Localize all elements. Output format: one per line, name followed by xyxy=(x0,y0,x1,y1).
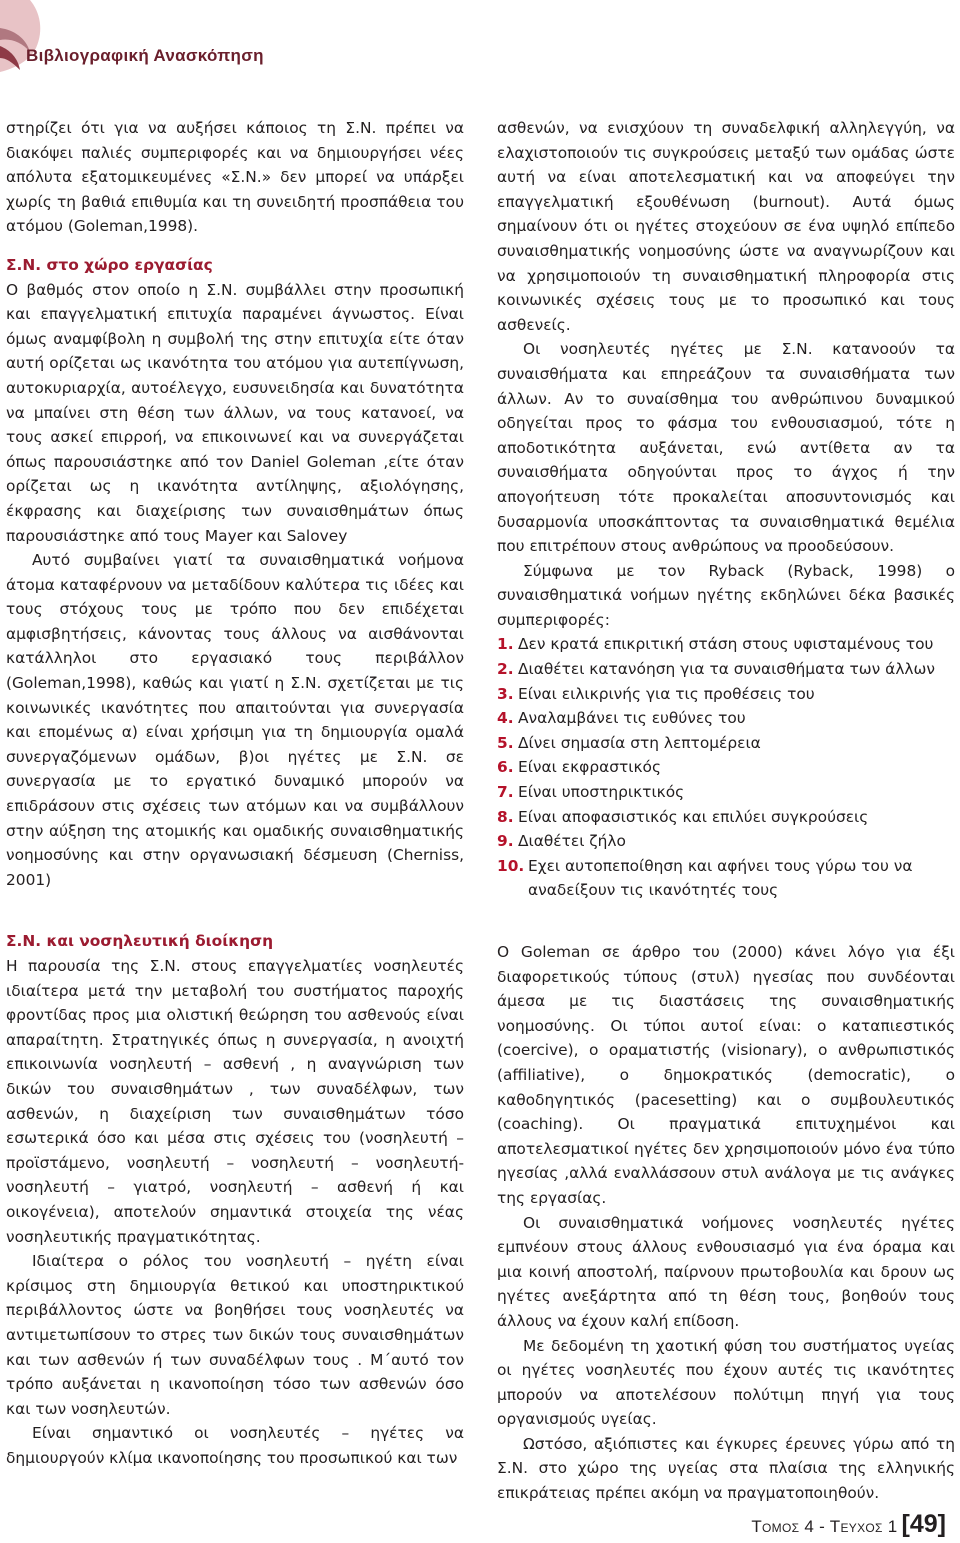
paragraph: Ο Goleman σε άρθρο του (2000) κάνει λόγο για έξι διαφορετικούς τύπους (στυλ) ηγεσίας που συνδέονται άμεσα με τις διαστάσεις της συναισθηματικής νοημοσύνης. Οι τύποι αυτοί είναι: ο καταπιεστικός (coercive), ο οραματιστής (visionary), ο ανθρωπιστικός (affiliative), ο δημοκρατικός (democratic), ο καθοδηγητικός (pacesetting) και ο συμβουλευτικός (coaching). Οι πραγματικά επιτυχημένοι και αποτελεσματικοί ηγέτες δεν χρησιμοποιούν μόνο ένα τύπο ηγεσίας ,αλλά εναλλάσσουν στυλ ανάλογα με τις ανάγκες της εργασίας. xyxy=(497,943,955,1207)
paragraph: Ωστόσο, αξιόπιστες και έγκυρες έρευνες γύρω από τη Σ.Ν. στο χώρο της υγείας στα πλαίσια της ελληνικής επικράτειας πρέπει ακόμη να πραγματοποιηθούν. xyxy=(497,1434,955,1503)
issue-label: Τομος 4 - Τευχος 1 xyxy=(751,1517,898,1536)
section-heading: Σ.Ν. και νοσηλευτική διοίκηση xyxy=(6,932,274,951)
section-heading: Σ.Ν. στο χώρο εργασίας xyxy=(6,255,213,274)
list-item: 2. Διαθέτει κατανόηση για τα συναισθήματα των άλλων xyxy=(497,660,936,679)
list-item: 4. Αναλαμβάνει τις ευθύνες του xyxy=(497,709,746,728)
right-column xyxy=(497,116,955,1506)
paragraph: Είναι σημαντικό οι νοσηλευτές – ηγέτες να δημιουργούν κλίμα ικανοποίησης του προσωπικού και των xyxy=(6,1424,464,1467)
paragraph: Με δεδομένη τη χαοτική φύση του συστήματος υγείας οι ηγέτες νοσηλευτές που έχουν αυτές τις ικανότητες μπορούν να αποτελέσουν πολύτιμη πηγή για τους οργανισμούς υγείας. xyxy=(497,1336,955,1429)
list-item: 6. Είναι εκφραστικός xyxy=(497,758,661,777)
list-item: 1. Δεν κρατά επικριτική στάση στους υφισταμένους του xyxy=(497,635,934,654)
paragraph: Οι νοσηλευτές ηγέτες με Σ.Ν. κατανοούν τα συναισθήματα και επηρεάζουν τα συναισθήματα των άλλων. Αν το συναίσθημα του ανθρώπινου δυναμικού οδηγείται προς το φάσμα του ενθουσιασμού, τότε η αποδοτικότητα αυξάνεται, ενώ αντίθετα αν τα συναισθήματα οδηγούνται προς το άγχος ή την απογοήτευση τότε προκαλείται αποσυντονισμός και δυσαρμονία υποσκάπτοντας τα συναισθηματικά θεμέλια που επιτρέπουν στους ανθρώπους να προοδεύσουν. xyxy=(497,340,955,556)
list-item: 8. Είναι αποφασιστικός και επιλύει συγκρούσεις xyxy=(497,807,869,826)
left-column xyxy=(6,116,464,1470)
page-number: [49] xyxy=(901,1510,946,1538)
list-item: 9. Διαθέτει ζήλο xyxy=(497,832,626,851)
paragraph: στηρίζει ότι για να αυξήσει κάποιος τη Σ.Ν. πρέπει να διακόψει παλιές συμπεριφορές και να δημιουργήσει νέες απόλυτα εξατομικευμένες «Σ.Ν.» δεν μπορεί να υπάρξει χωρίς τη βαθιά επιθυμία και τη συνειδητή προσπάθεια του ατόμου (Goleman,1998). xyxy=(6,119,464,236)
list-item: 5. Δίνει σημασία στη λεπτομέρεια xyxy=(497,733,761,752)
list-item: 7. Είναι υποστηρικτικός xyxy=(497,783,685,802)
journal-logo-icon xyxy=(0,0,48,80)
paragraph: Ιδιαίτερα ο ρόλος του νοσηλευτή – ηγέτη είναι κρίσιμος στη δημιουργία θετικού και υποστηρικτικού περιβάλλοντος ώστε να βοηθήσει τους νοσηλευτές να αντιμετωπίσουν το στρες των δικών τους συναισθημάτων και των ασθενών ή των συναδέλφων τους . Μ΄αυτό τον τρόπο αυξάνεται η ικανοποίηση τόσο των ασθενών όσο και των νοσηλευτών. xyxy=(6,1252,464,1418)
behaviors-list xyxy=(497,632,955,903)
page-footer xyxy=(751,1510,946,1539)
paragraph: Η παρουσία της Σ.Ν. στους επαγγελματίες νοσηλευτές ιδιαίτερα μετά την μεταβολή του συστήματος παροχής φροντίδας προς μια ολιστική θεώρηση του ασθενούς είναι απαραίτητη. Στρατηγικές όπως η συνεργασία, η ανοιχτή επικοινωνία νοσηλευτή – ασθενή , η αναγνώριση των δικών του συναισθημάτων , των συναδέλφων, των ασθενών, η διαχείριση των συναισθημάτων τόσο εσωτερικά όσο και μέσα στις σχέσεις του (νοσηλευτή – προϊστάμενο, νοσηλευτή – νοσηλευτή – νοσηλευτή- νοσηλευτή – γιατρό, νοσηλευτή – ασθενή ή και οικογένεια), αποτελούν σημαντικά στοιχεία της νέας νοσηλευτικής πραγματικότητας. xyxy=(6,957,464,1246)
section-title: Βιβλιογραφική Ανασκόπηση xyxy=(26,46,264,65)
paragraph: ασθενών, να ενισχύουν τη συναδελφική αλληλεγγύη, να ελαχιστοποιούν τις συγκρούσεις μεταξύ των ομάδας ώστε αυτή να είναι αποτελεσματική και να αποφεύγει την επαγγελματική εξουθένωση (burnout). Αυτά όμως σημαίνουν ότι οι ηγέτες στοχεύουν σε ένα υψηλό επίπεδο συναισθηματικής νοημοσύνης ώστε να αναγνωρίζουν και να χρησιμοποιούν τη συναισθηματική πληροφορία στις κοινωνικές σχέσεις τους με το προσωπικό και τους ασθενείς. xyxy=(497,119,955,334)
paragraph: Αυτό συμβαίνει γιατί τα συναισθηματικά νοήμονα άτομα καταφέρνουν να μεταδίδουν καλύτερα τις ιδέες και τους στόχους τους με τρόπο που δεν επιδέχεται αμφισβητήσεις, κάνοντας τους άλλους να αισθάνονται κατάλληλοι στο εργασιακό τους περιβάλλον (Goleman,1998), καθώς και γιατί η Σ.Ν. σχετίζεται με τις κοινωνικές ικανότητες που απαιτούνται για συνεργασία και επομένως α) είναι χρήσιμη για τη δημιουργία ομαλά συνεργαζόμενων ομάδων, β)οι ηγέτες με Σ.Ν. σε συνεργασία με το εργατικό δυναμικό μπορούν να επιδράσουν στις σχέσεις των ατόμων και να συμβάλλουν στην αύξηση της ατομικής και ομαδικής συναισθηματικής νοημοσύνης και στην οργανωσιακή δέσμευση (Cherniss, 2001) xyxy=(6,551,464,889)
paragraph: Οι συναισθηματικά νοήμονες νοσηλευτές ηγέτες εμπνέουν στους άλλους ενθουσιασμό για ένα όραμα και μια κοινή αποστολή, παίρνουν πρωτοβουλία και δρουν ως ηγέτες ανεξάρτητα από τη θέση τους, βοηθούν τους άλλους να έχουν καλή επίδοση. xyxy=(497,1213,955,1330)
paragraph: Σύμφωνα με τον Ryback (Ryback, 1998) ο συναισθηματικά νοήμων ηγέτης εκδηλώνει δέκα βασικές συμπεριφορές: xyxy=(497,561,955,629)
paragraph: Ο βαθμός στον οποίο η Σ.Ν. συμβάλλει στην προσωπική και επαγγελματική επιτυχία παραμένει άγνωστος. Είναι όμως αναμφίβολη η συμβολή της στην επιτυχία είτε όταν αυτή ορίζεται ως ικανότητα του ατόμου για αυτεπίγνωση, αυτοκυριαρχία, αυτοέλεγχο, ευσυνειδησία και δυνατότητα να μπαίνει στη θέση των άλλων, να τους κατανοεί, να τους ασκεί επιρροή, να επικοινωνεί και να συνεργάζεται όπως παρουσιάστηκε από τον Daniel Goleman ,είτε όταν ορίζεται ως η ικανότητα αντίληψης, αξιολόγησης, έκφρασης και διαχείρισης των συναισθημάτων όπως παρουσιάστηκε από τους Mayer και Salovey xyxy=(6,280,464,545)
list-item: 10. Εχει αυτοπεποίθηση και αφήνει τους γύρω του να αναδείξουν τις ικανότητές τους xyxy=(497,856,913,900)
list-item: 3. Είναι ειλικρινής για τις προθέσεις του xyxy=(497,684,815,703)
